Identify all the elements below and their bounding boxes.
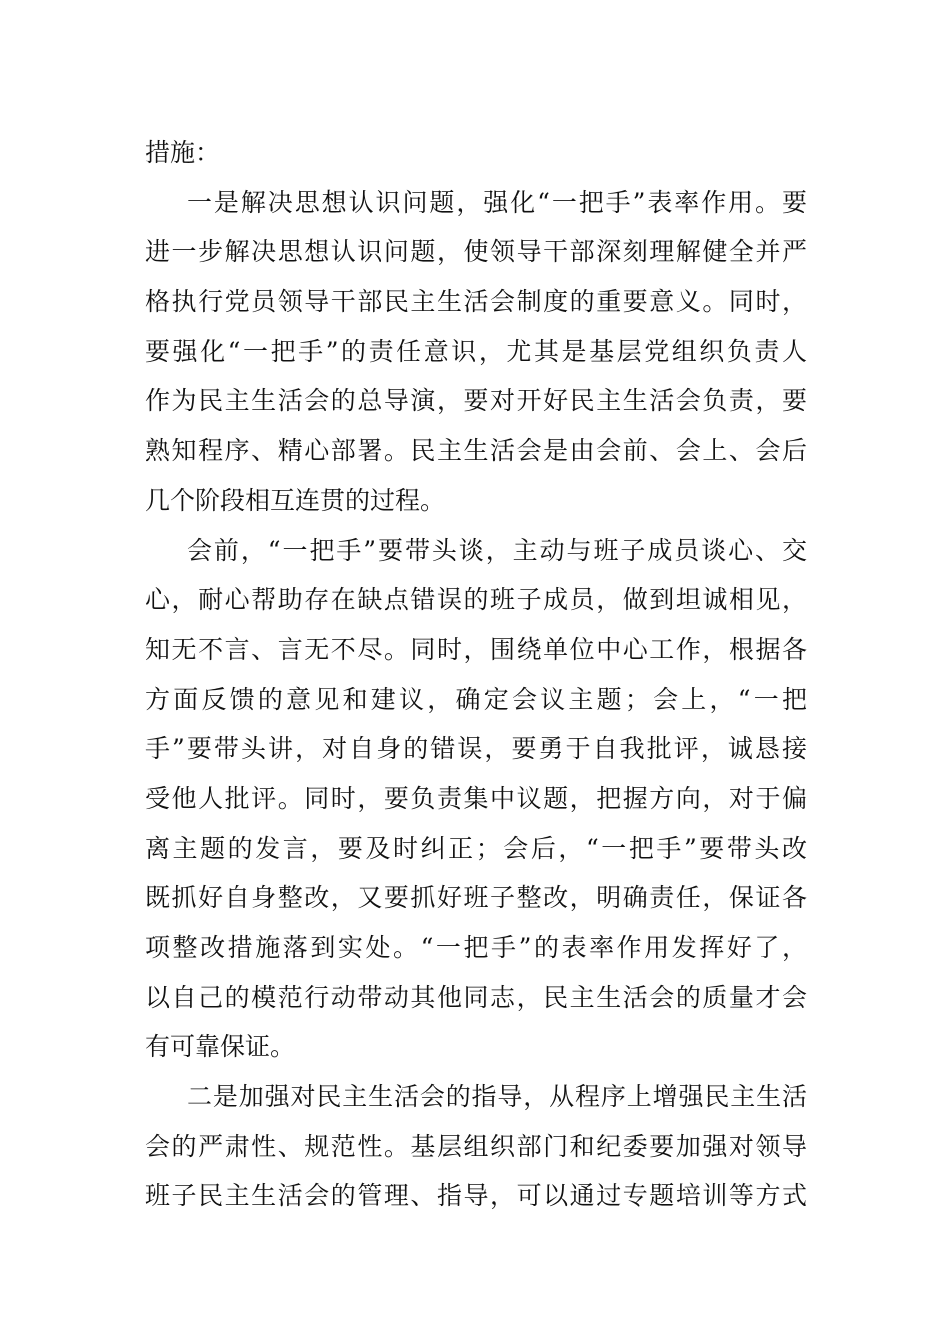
paragraph-first-line: 会前，“一把手”要带头谈，主动与班子成员谈心、交 [187, 535, 807, 565]
text-line: 离主题的发言，要及时纠正；会后，“一把手”要带头改 [145, 833, 807, 863]
text-line: 作为民主生活会的总导演，要对开好民主生活会负责，要 [145, 386, 807, 416]
text-line: 心，耐心帮助存在缺点错误的班子成员，做到坦诚相见， [145, 585, 807, 615]
text-line: 会的严肃性、规范性。基层组织部门和纪委要加强对领导 [145, 1131, 807, 1161]
text-line: 措施： [145, 138, 221, 167]
text-line: 格执行党员领导干部民主生活会制度的重要意义。同时， [145, 287, 807, 317]
text-line: 方面反馈的意见和建议，确定会议主题；会上，“一把 [145, 684, 807, 714]
text-line: 进一步解决思想认识问题，使领导干部深刻理解健全并严 [145, 237, 807, 267]
text-line: 熟知程序、精心部署。民主生活会是由会前、会上、会后 [145, 436, 807, 466]
paragraph-first-line: 二是加强对民主生活会的指导，从程序上增强民主生活 [187, 1082, 807, 1112]
text-line: 班子民主生活会的管理、指导，可以通过专题培训等方式 [145, 1181, 807, 1211]
paragraph-first-line: 一是解决思想认识问题，强化“一把手”表率作用。要 [187, 187, 807, 217]
text-line: 要强化“一把手”的责任意识，尤其是基层党组织负责人 [145, 336, 807, 366]
text-line: 有可靠保证。 [145, 1032, 296, 1062]
document-body [145, 128, 807, 1221]
text-line: 受他人批评。同时，要负责集中议题，把握方向，对于偏 [145, 783, 807, 813]
text-line: 几个阶段相互连贯的过程。 [145, 485, 446, 515]
text-line: 手”要带头讲，对自身的错误，要勇于自我批评，诚恳接 [145, 734, 807, 764]
text-line: 既抓好自身整改，又要抓好班子整改，明确责任，保证各 [145, 883, 807, 913]
text-line: 以自己的模范行动带动其他同志，民主生活会的质量才会 [145, 982, 807, 1012]
text-line: 项整改措施落到实处。“一把手”的表率作用发挥好了， [145, 933, 807, 962]
text-line: 知无不言、言无不尽。同时，围绕单位中心工作，根据各 [145, 634, 807, 664]
